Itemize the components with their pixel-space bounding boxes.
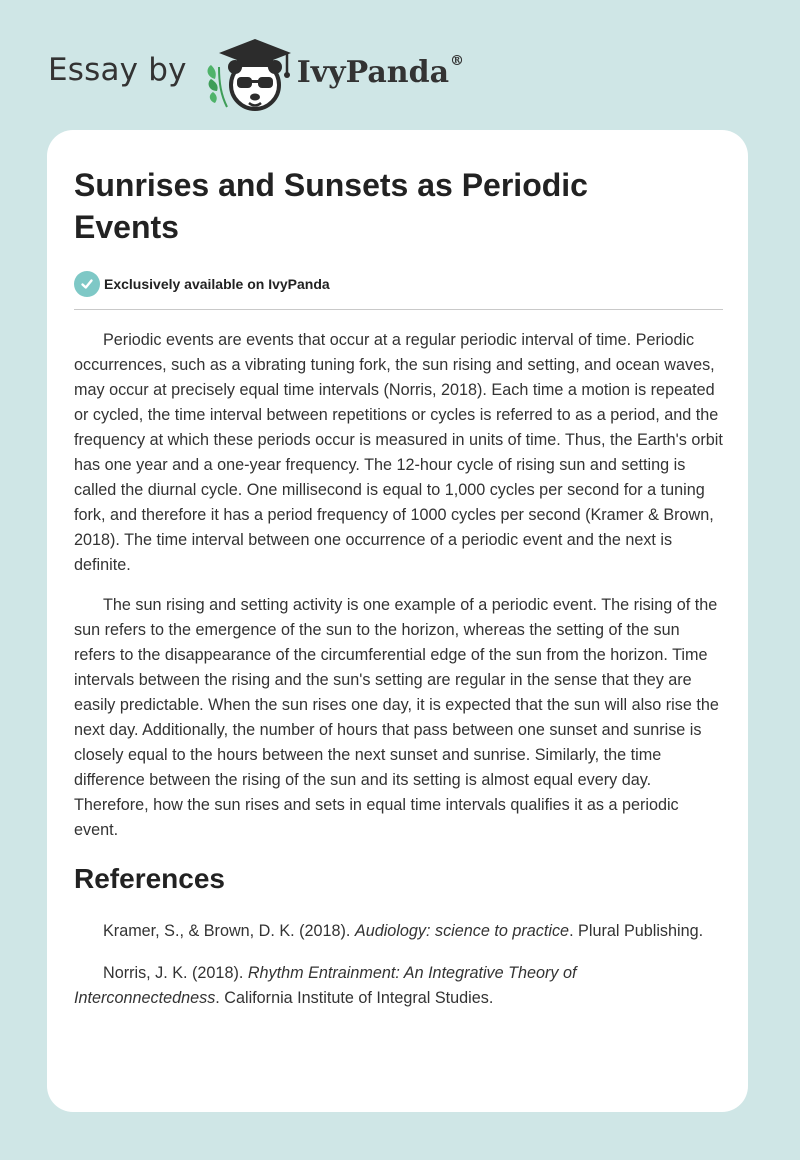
check-circle-icon	[74, 271, 100, 297]
reference-publisher: . California Institute of Integral Studies.	[215, 989, 494, 1007]
references-list	[74, 919, 724, 1011]
reference-title: Rhythm Entrainment: An Integrative Theory of Interconnectedness	[74, 964, 577, 1007]
essay-by-label: Essay by	[48, 52, 187, 88]
reference-authors: Kramer, S., & Brown, D. K. (2018).	[103, 922, 355, 940]
references-heading: References	[74, 863, 225, 894]
registered-mark: ®	[450, 52, 465, 69]
reference-item	[74, 961, 724, 1011]
reference-item	[74, 919, 724, 944]
reference-title: Audiology: science to practice	[354, 922, 570, 940]
essay-title: Sunrises and Sunsets as Periodic Events	[74, 167, 588, 245]
brand-text: IvyPanda	[296, 54, 450, 90]
brand-name	[296, 52, 465, 90]
site-header	[48, 28, 464, 118]
exclusive-badge	[74, 270, 721, 298]
essay-card	[47, 130, 748, 1112]
body-paragraph: Periodic events are events that occur at a regular periodic interval of time. Periodic occurrences, such as a vibrating tuning fork, the sun rising and setting, and ocean waves, may occur at precisely equal time intervals (Norris, 2018). Each time a motion is repeated or cycled, the time interval between repetitions or cycles is referred to as a period, and the frequency at which these periods occur is measured in units of time. Thus, the Earth's orbit has one year and a one-year frequency. The 12-hour cycle of rising sun and setting is called the diurnal cycle. One millisecond is equal to 1,000 cycles per second for a tuning fork, and therefore it has a period frequency of 1000 cycles per second (Kramer & Brown, 2018). The time interval between one occurrence of a periodic event and the next is definite.	[74, 331, 723, 574]
exclusive-badge-label: Exclusively available on IvyPanda	[104, 276, 330, 292]
essay-body	[74, 328, 724, 843]
title-divider	[74, 309, 723, 310]
body-paragraph: The sun rising and setting activity is one example of a periodic event. The rising of the sun refers to the emergence of the sun to the horizon, whereas the setting of the sun refers to the disappearance of the circumferential edge of the sun from the horizon. Time intervals between the rising and the sun's setting are regular in the sense that they are easily predictable. When the sun rises one day, it is expected that the sun will also rise the next day. Additionally, the number of hours that pass between one sunset and sunrise is closely equal to the hours between the next sunset and sunrise. Similarly, the time difference between the rising of the sun and its setting is almost equal every day. Therefore, how the sun rises and sets in equal time intervals qualifies it as a periodic event.	[74, 596, 719, 839]
reference-publisher: . Plural Publishing.	[569, 922, 704, 940]
reference-authors: Norris, J. K. (2018).	[103, 964, 248, 982]
panda-graduate-logo-icon	[201, 33, 293, 113]
